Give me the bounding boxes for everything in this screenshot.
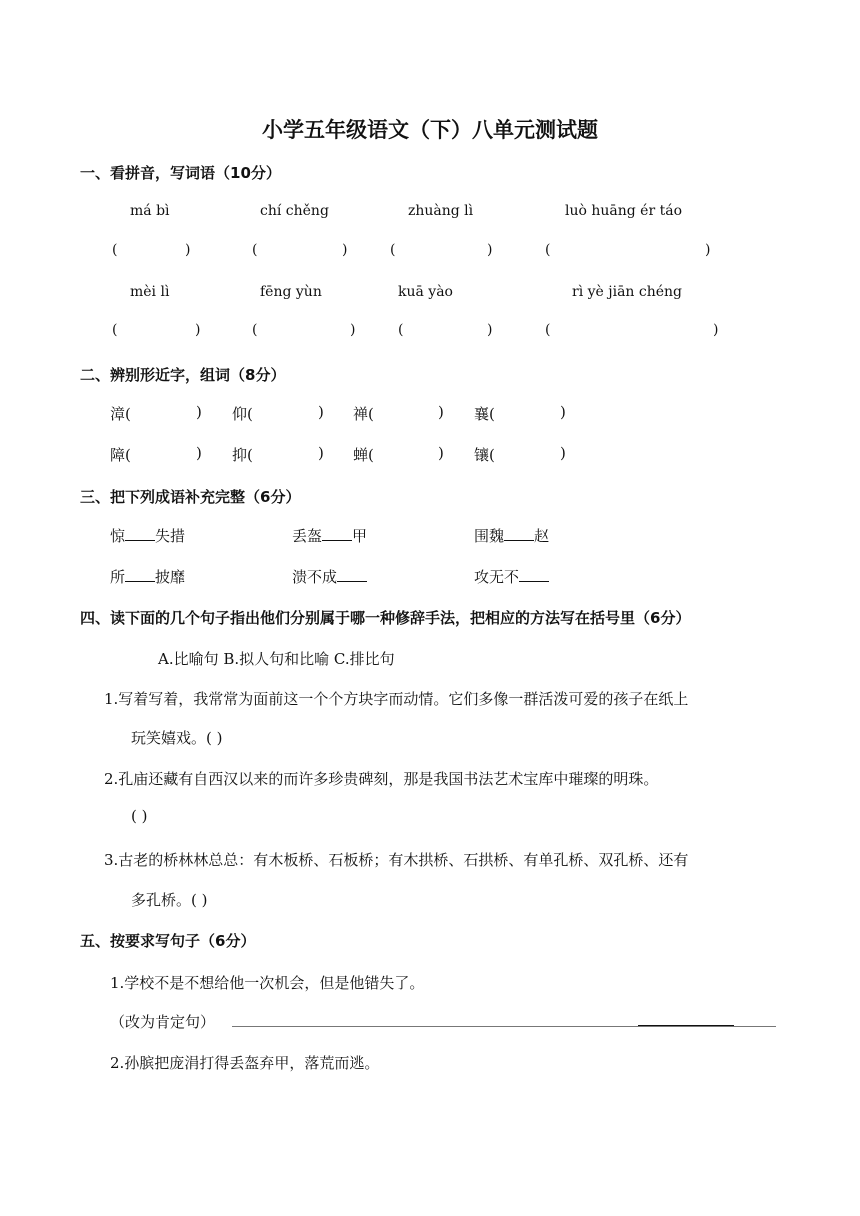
char-close: ) bbox=[438, 444, 444, 462]
idiom-part: 甲 bbox=[352, 527, 368, 545]
idiom-blank[interactable] bbox=[125, 526, 155, 541]
char-item: 镶( bbox=[474, 446, 495, 464]
idiom-part: 围魏 bbox=[474, 527, 505, 545]
paren-close: ) bbox=[487, 322, 493, 338]
char-item: 漳( bbox=[110, 405, 131, 423]
pinyin-4: luò huāng ér táo bbox=[565, 203, 683, 219]
char-close: ) bbox=[318, 403, 324, 421]
answer-line[interactable] bbox=[232, 1026, 776, 1027]
char-close: ) bbox=[560, 403, 566, 421]
idiom-blank[interactable] bbox=[519, 567, 549, 582]
char-close: ) bbox=[438, 403, 444, 421]
section-2-heading: 二、辨别形近字，组词（8分） bbox=[80, 366, 286, 384]
question-1-line-2: 玩笑嬉戏。( ) bbox=[131, 729, 223, 747]
question-1-line-1: 1.写着写着，我常常为面前这一个个方块字而动情。它们多像一群活泼可爱的孩子在纸上 bbox=[104, 690, 689, 708]
idiom-item bbox=[474, 525, 549, 546]
paren-open: ( bbox=[112, 242, 118, 258]
idiom-part: 溃不成 bbox=[292, 568, 338, 586]
question-2-line-2: ( ) bbox=[131, 807, 148, 825]
paren-close: ) bbox=[713, 322, 719, 338]
idiom-blank[interactable] bbox=[125, 567, 155, 582]
idiom-item bbox=[292, 566, 367, 587]
question-3-line-2: 多孔桥。( ) bbox=[131, 891, 208, 909]
question-3-line-1: 3.古老的桥林林总总：有木板桥、石板桥；有木拱桥、石拱桥、有单孔桥、双孔桥、还有 bbox=[104, 851, 689, 869]
paren-open: ( bbox=[112, 322, 118, 338]
idiom-part: 失措 bbox=[155, 527, 186, 545]
pinyin-3: zhuàng lì bbox=[408, 203, 474, 219]
paren-open: ( bbox=[252, 242, 258, 258]
char-close: ) bbox=[196, 444, 202, 462]
rhetoric-options: A.比喻句 B.拟人句和比喻 C.排比句 bbox=[158, 650, 395, 668]
pinyin-5: mèi lì bbox=[130, 284, 170, 300]
paren-close: ) bbox=[185, 242, 191, 258]
char-close: ) bbox=[196, 403, 202, 421]
idiom-item bbox=[110, 525, 185, 546]
idiom-part: 所 bbox=[110, 568, 126, 586]
idiom-item bbox=[110, 566, 185, 587]
section-5-heading: 五、按要求写句子（6分） bbox=[80, 932, 256, 950]
char-item: 蝉( bbox=[353, 446, 374, 464]
char-item: 仰( bbox=[232, 405, 253, 423]
paren-open: ( bbox=[545, 322, 551, 338]
paren-open: ( bbox=[545, 242, 551, 258]
idiom-part: 惊 bbox=[110, 527, 126, 545]
idiom-item bbox=[474, 566, 549, 587]
idiom-item bbox=[292, 525, 367, 546]
sentence-2: 2.孙膑把庞涓打得丢盔弃甲，落荒而逃。 bbox=[110, 1054, 380, 1072]
idiom-blank[interactable] bbox=[504, 526, 534, 541]
idiom-blank[interactable] bbox=[322, 526, 352, 541]
pinyin-7: kuā yào bbox=[398, 284, 453, 300]
char-close: ) bbox=[560, 444, 566, 462]
rewrite-hint: （改为肯定句） bbox=[110, 1013, 216, 1031]
idiom-part: 攻无不 bbox=[474, 568, 520, 586]
answer-line-overlay bbox=[638, 1025, 734, 1026]
paren-open: ( bbox=[398, 322, 404, 338]
pinyin-8: rì yè jiān chéng bbox=[572, 284, 683, 300]
paren-close: ) bbox=[705, 242, 711, 258]
char-item: 禅( bbox=[353, 405, 374, 423]
sentence-1: 1.学校不是不想给他一次机会，但是他错失了。 bbox=[110, 974, 425, 992]
page-title: 小学五年级语文（下）八单元测试题 bbox=[262, 118, 598, 142]
paren-close: ) bbox=[487, 242, 493, 258]
char-item: 襄( bbox=[474, 405, 495, 423]
section-4-heading: 四、读下面的几个句子指出他们分别属于哪一种修辞手法，把相应的方法写在括号里（6分） bbox=[80, 609, 691, 627]
section-1-heading: 一、看拼音，写词语（10分） bbox=[80, 164, 281, 182]
char-item: 障( bbox=[110, 446, 131, 464]
pinyin-1: má bì bbox=[130, 203, 170, 219]
idiom-part: 披靡 bbox=[155, 568, 186, 586]
char-item: 抑( bbox=[232, 446, 253, 464]
paren-open: ( bbox=[390, 242, 396, 258]
idiom-blank[interactable] bbox=[337, 567, 367, 582]
paren-close: ) bbox=[195, 322, 201, 338]
idiom-part: 赵 bbox=[534, 527, 550, 545]
section-3-heading: 三、把下列成语补充完整（6分） bbox=[80, 488, 301, 506]
paren-close: ) bbox=[342, 242, 348, 258]
char-close: ) bbox=[318, 444, 324, 462]
idiom-part: 丢盔 bbox=[292, 527, 323, 545]
paren-close: ) bbox=[350, 322, 356, 338]
paren-open: ( bbox=[252, 322, 258, 338]
pinyin-6: fēng yùn bbox=[260, 284, 322, 300]
pinyin-2: chí chěng bbox=[260, 203, 329, 219]
question-2-line-1: 2.孔庙还藏有自西汉以来的而许多珍贵碑刻，那是我国书法艺术宝库中璀璨的明珠。 bbox=[104, 770, 659, 788]
